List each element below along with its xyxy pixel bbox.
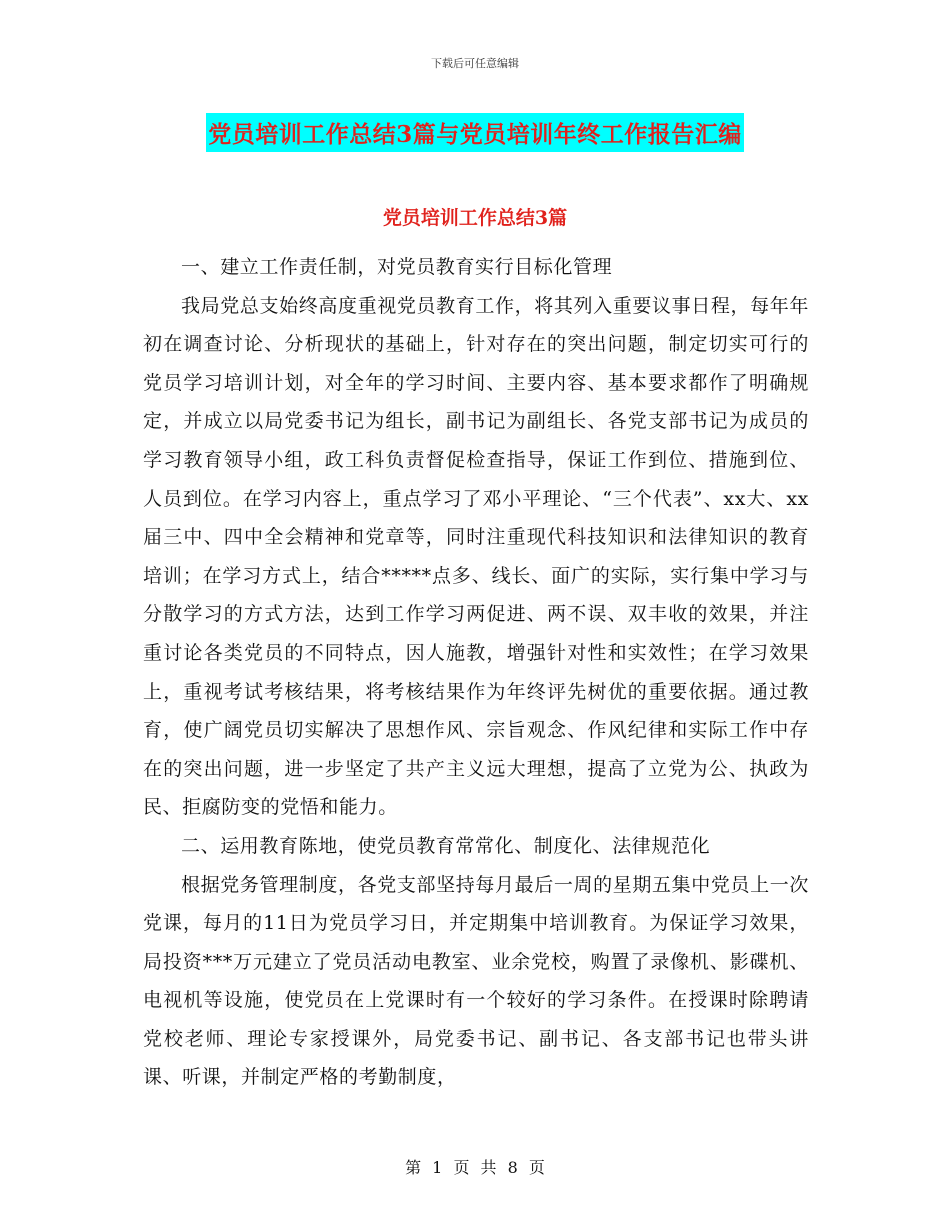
body-paragraph-1: 我局党总支始终高度重视党员教育工作，将其列入重要议事日程，每年年初在调查讨论、分析现状的基础上，针对存在的突出问题，制定切实可行的党员学习培训计划，对全年的学习时间、主要内容、基本要求都作了明确规定，并成立以局党委书记为组长，副书记为副组长、各党支部书记为成员的学习教育领导小组，政工科负责督促检查指导，保证工作到位、措施到位、人员到位。在学习内容上，重点学习了邓小平理论、“三个代表”、xx大、xx届三中、四中全会精神和党章等，同时注重现代科技知识和法律知识的教育培训；在学习方式上，结合*****点多、线长、面广的实际，实行集中学习与分散学习的方式方法，达到工作学习两促进、两不误、双丰收的效果，并注重讨论各类党员的不同特点，因人施教，增强针对性和实效性；在学习效果上，重视考试考核结果，将考核结果作为年终评先树优的重要依据。通过教育，使广阔党员切实解决了思想作风、宗旨观念、作风纪律和实际工作中存在的突出问题，进一步坚定了共产主义远大理想，提高了立党为公、执政为民、拒腐防变的党悟和能力。 <box>143 294 809 819</box>
header-note: 下载后可任意编辑 <box>431 57 519 70</box>
document-title: 党员培训工作总结3篇与党员培训年终工作报告汇编 <box>206 113 744 152</box>
section-title: 党员培训工作总结3篇 <box>382 207 568 229</box>
section-heading-1: 一、建立工作责任制，对党员教育实行目标化管理 <box>181 256 613 278</box>
document-title-container <box>0 113 950 152</box>
body-paragraph-2: 根据党务管理制度，各党支部坚持每月最后一周的星期五集中党员上一次党课，每月的11日为党员学习日，并定期集中培训教育。为保证学习效果，局投资***万元建立了党员活动电教室、业余党校，购置了录像机、影碟机、电视机等设施，使党员在上党课时有一个较好的学习条件。在授课时除聘请党校老师、理论专家授课外，局党委书记、副书记、各支部书记也带头讲课、听课，并制定严格的考勤制度， <box>143 873 809 1089</box>
section-heading-2: 二、运用教育陈地，使党员教育常常化、制度化、法律规范化 <box>181 834 711 857</box>
page-footer: 第 1 页 共 8 页 <box>405 1158 545 1177</box>
document-body <box>143 248 809 1097</box>
